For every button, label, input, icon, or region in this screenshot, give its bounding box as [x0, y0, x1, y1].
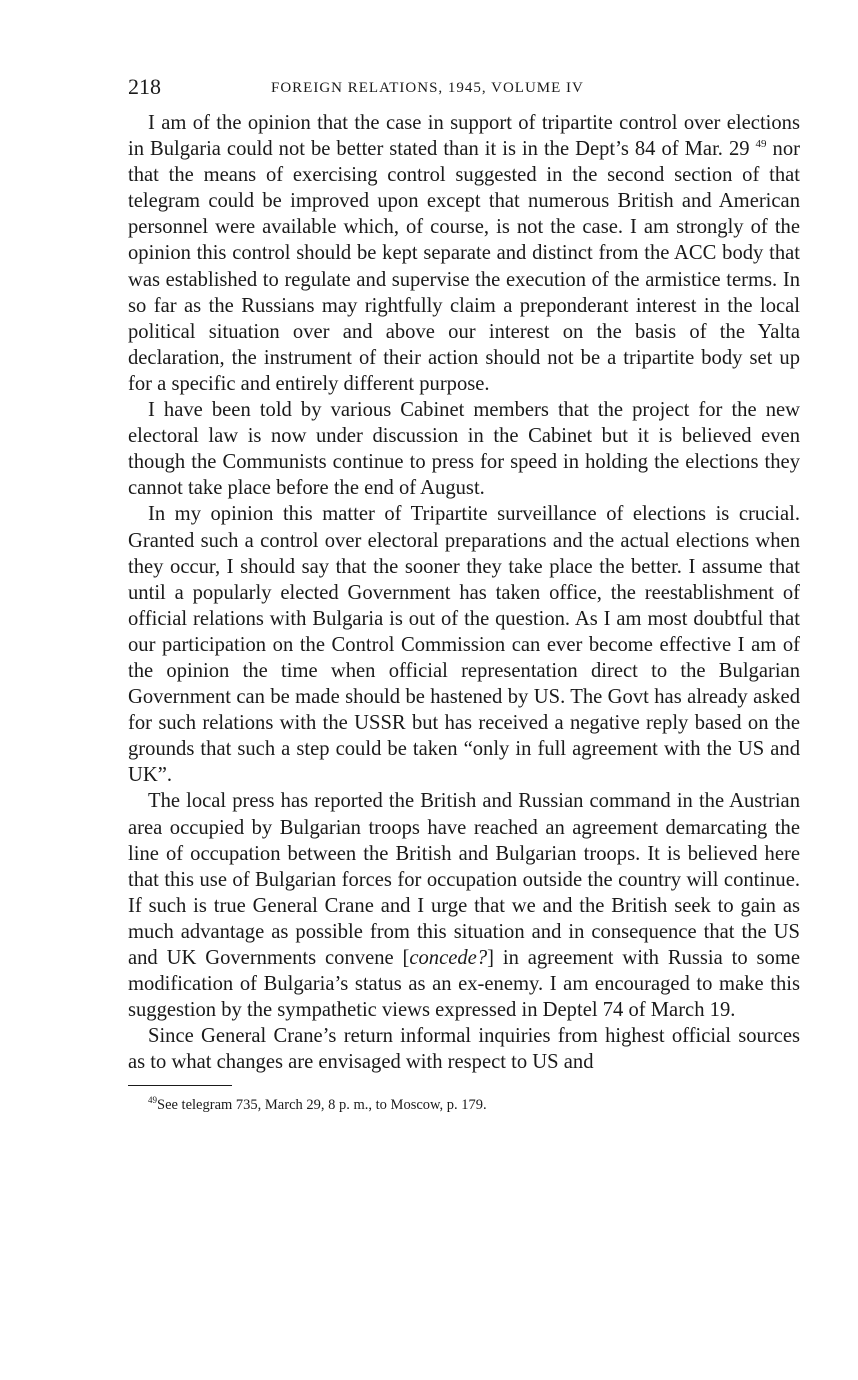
- paragraph-1: [128, 110, 800, 397]
- paragraph-4-text-a: The local press has reported the British and Russian command in the Austrian area occupied by Bulgarian troops have reached an agreement demarcating the line of occupation between the British and Bulgarian troops. It is believed here that this use of Bulgarian forces for occupation outside the country will continue. If such is true General Crane and I urge that we and the British seek to gain as much advantage as possible from this situation and in consequence that the US and UK Governments convene [: [128, 790, 800, 969]
- footnote-text: See telegram 735, March 29, 8 p. m., to Moscow, p. 179.: [157, 1097, 487, 1114]
- paragraph-3: In my opinion this matter of Tripartite surveillance of elections is crucial. Granted such a control over electoral preparations and the actual elections when they occur, I should say that the sooner they take place the better. I assume that until a popularly elected Government has taken office, the reestablishment of official relations with Bulgaria is out of the question. As I am most doubtful that our participation on the Control Commission can ever become effective I am of the opinion the time when official representation direct to the Bulgarian Government can be made should be hastened by US. The Govt has already asked for such relations with the USSR but has received a negative reply based on the grounds that such a step could be taken “only in full agreement with the US and UK”.: [128, 503, 800, 787]
- footnote: [148, 1095, 800, 1115]
- footnote-marker: 49: [148, 1095, 157, 1106]
- running-head: FOREIGN RELATIONS, 1945, VOLUME IV: [271, 80, 584, 96]
- paragraph-1-text-a: I am of the opinion that the case in support of tripartite control over elections in Bulgaria could not be better stated than it is in the Dept’s 84 of Mar. 29: [128, 112, 800, 161]
- paragraph-4-text-b: ] in agreement with Russia to some modification of Bulgaria’s status as an ex-enemy. I am encouraged to make this suggestion by the sympathetic views expressed in Deptel 74 of March 19.: [128, 947, 800, 1022]
- page-header: [128, 70, 800, 110]
- paragraph-2: I have been told by various Cabinet members that the project for the new electoral law is now under discussion in the Cabinet but it is believed even though the Communists continue to press for speed in holding the elections they cannot take place before the end of August.: [128, 399, 800, 500]
- paragraph-5: Since General Crane’s return informal inquiries from highest official sources as to what changes are envisaged with respect to US and: [128, 1025, 800, 1074]
- paragraph-4-italic: concede?: [409, 947, 488, 969]
- footnote-rule: [128, 1085, 232, 1086]
- page-number: 218: [128, 74, 161, 99]
- document-page: [128, 70, 800, 1115]
- paragraph-4: [128, 788, 800, 1023]
- paragraph-1-text-b: nor that the means of exercising control suggested in the second section of that telegram could be improved upon except that numerous British and American personnel were available which, of course, is not the case. I am strongly of the opinion this control should be kept separate and distinct from the ACC body that was established to regulate and supervise the execution of the armistice terms. In so far as the Russians may rightfully claim a preponderant interest in the local political situation over and above our interest on the basis of the Yalta declaration, the instrument of their action should not be a tripartite body set up for a specific and entirely different purpose.: [128, 138, 800, 395]
- footnote-reference: 49: [755, 138, 767, 151]
